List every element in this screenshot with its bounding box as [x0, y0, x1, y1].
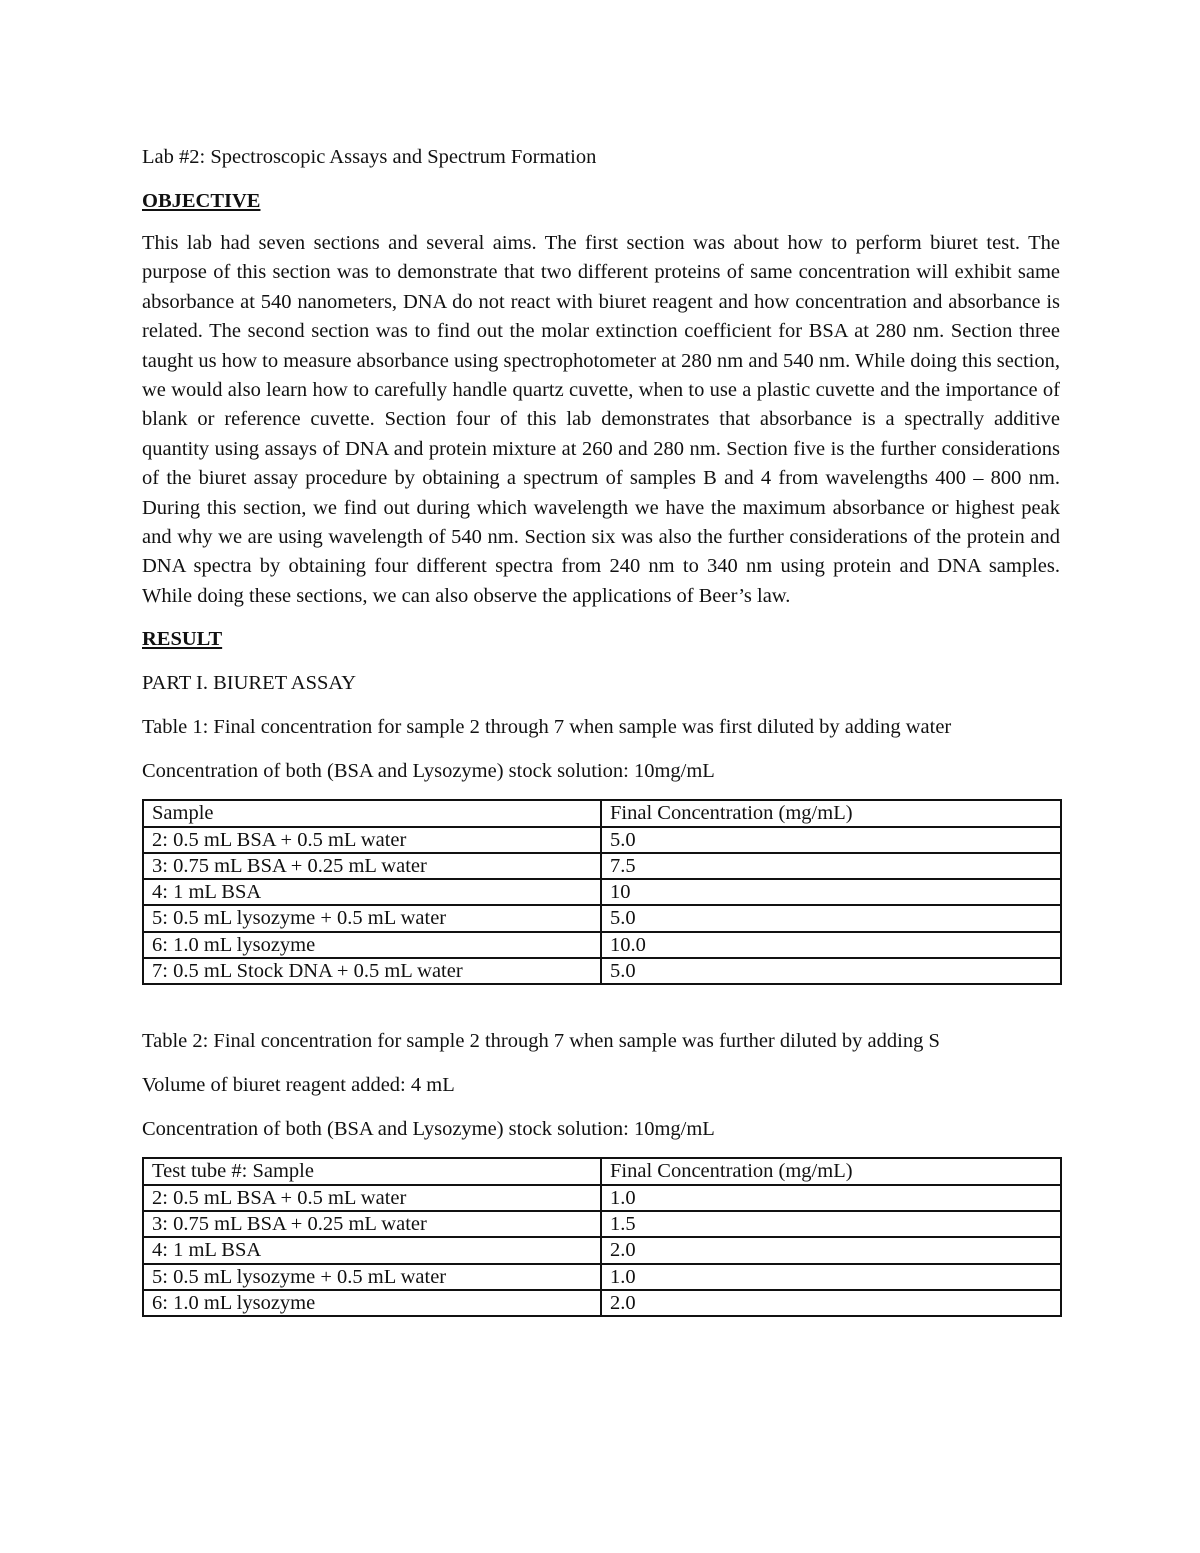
table1-cell: 5.0 [601, 827, 1061, 853]
table1-row [143, 879, 1061, 905]
table2-cell: 3: 0.75 mL BSA + 0.25 mL water [143, 1211, 601, 1237]
document-page [142, 141, 1060, 1317]
table2-reagent-note: Volume of biuret reagent added: 4 mL [142, 1074, 455, 1097]
table1 [142, 799, 1062, 985]
table2-cell: 2: 0.5 mL BSA + 0.5 mL water [143, 1185, 601, 1211]
table2-header-row [143, 1158, 1061, 1184]
table1-cell: 10 [601, 879, 1061, 905]
table1-cell: 6: 1.0 mL lysozyme [143, 932, 601, 958]
table1-row [143, 932, 1061, 958]
table1-stock-note: Concentration of both (BSA and Lysozyme) stock solution: 10mg/mL [142, 760, 715, 783]
table2-row [143, 1185, 1061, 1211]
table1-header-cell: Sample [143, 800, 601, 826]
spacer [142, 985, 1060, 1013]
table1-header-cell: Final Concentration (mg/mL) [601, 800, 1061, 826]
table2-cell: 4: 1 mL BSA [143, 1237, 601, 1263]
table1-cell: 5.0 [601, 958, 1061, 984]
table1-cell: 5: 0.5 mL lysozyme + 0.5 mL water [143, 905, 601, 931]
table2-row [143, 1237, 1061, 1263]
table2-caption: Table 2: Final concentration for sample 2 through 7 when sample was further diluted by adding S [142, 1030, 940, 1053]
table1-row [143, 827, 1061, 853]
table2-header-cell: Test tube #: Sample [143, 1158, 601, 1184]
table1-cell: 3: 0.75 mL BSA + 0.25 mL water [143, 853, 601, 879]
objective-heading: OBJECTIVE [142, 190, 261, 212]
table2-cell: 6: 1.0 mL lysozyme [143, 1290, 601, 1316]
table1-row [143, 958, 1061, 984]
document-title: Lab #2: Spectroscopic Assays and Spectrum Formation [142, 146, 597, 168]
table2-row [143, 1264, 1061, 1290]
part1-title: PART I. BIURET ASSAY [142, 672, 357, 695]
table2-cell: 1.0 [601, 1264, 1061, 1290]
table1-cell: 5.0 [601, 905, 1061, 931]
table2-cell: 2.0 [601, 1237, 1061, 1263]
table2-header-cell: Final Concentration (mg/mL) [601, 1158, 1061, 1184]
table2-stock-note: Concentration of both (BSA and Lysozyme) stock solution: 10mg/mL [142, 1118, 715, 1141]
table2-cell: 1.5 [601, 1211, 1061, 1237]
table1-cell: 7: 0.5 mL Stock DNA + 0.5 mL water [143, 958, 601, 984]
table2 [142, 1157, 1062, 1317]
table1-row [143, 853, 1061, 879]
table1-cell: 4: 1 mL BSA [143, 879, 601, 905]
table2-row [143, 1211, 1061, 1237]
objective-paragraph: This lab had seven sections and several aims. The first section was about how to perform biuret test. The purpose of this section was to demonstrate that two different proteins of same concentration will exhibit same absorbance at 540 nanometers, DNA do not react with biuret reagent and how concentration and absorbance is related. The second section was to find out the molar extinction coefficient for BSA at 280 nm. Section three taught us how to measure absorbance using spectrophotometer at 280 nm and 540 nm. While doing this section, we would also learn how to carefully handle quartz cuvette, when to use a plastic cuvette and the importance of blank or reference cuvette. Section four of this lab demonstrates that absorbance is a spectrally additive quantity using assays of DNA and protein mixture at 260 and 280 nm. Section five is the further considerations of the biuret assay procedure by obtaining a spectrum of samples B and 4 from wavelengths 400 – 800 nm. During this section, we find out during which wavelength we have the maximum absorbance or highest peak and why we are using wavelength of 540 nm. Section six was also the further considerations of the protein and DNA spectra by obtaining four different spectra from 240 nm to 340 nm using protein and DNA samples. While doing these sections, we can also observe the applications of Beer’s law. [142, 232, 1060, 607]
table1-cell: 7.5 [601, 853, 1061, 879]
table1-cell: 2: 0.5 mL BSA + 0.5 mL water [143, 827, 601, 853]
table1-header-row [143, 800, 1061, 826]
table2-cell: 2.0 [601, 1290, 1061, 1316]
table1-caption: Table 1: Final concentration for sample 2 through 7 when sample was first diluted by adding water [142, 716, 952, 739]
table2-cell: 5: 0.5 mL lysozyme + 0.5 mL water [143, 1264, 601, 1290]
result-heading: RESULT [142, 628, 223, 651]
table1-cell: 10.0 [601, 932, 1061, 958]
table1-row [143, 905, 1061, 931]
table2-cell: 1.0 [601, 1185, 1061, 1211]
table2-row [143, 1290, 1061, 1316]
